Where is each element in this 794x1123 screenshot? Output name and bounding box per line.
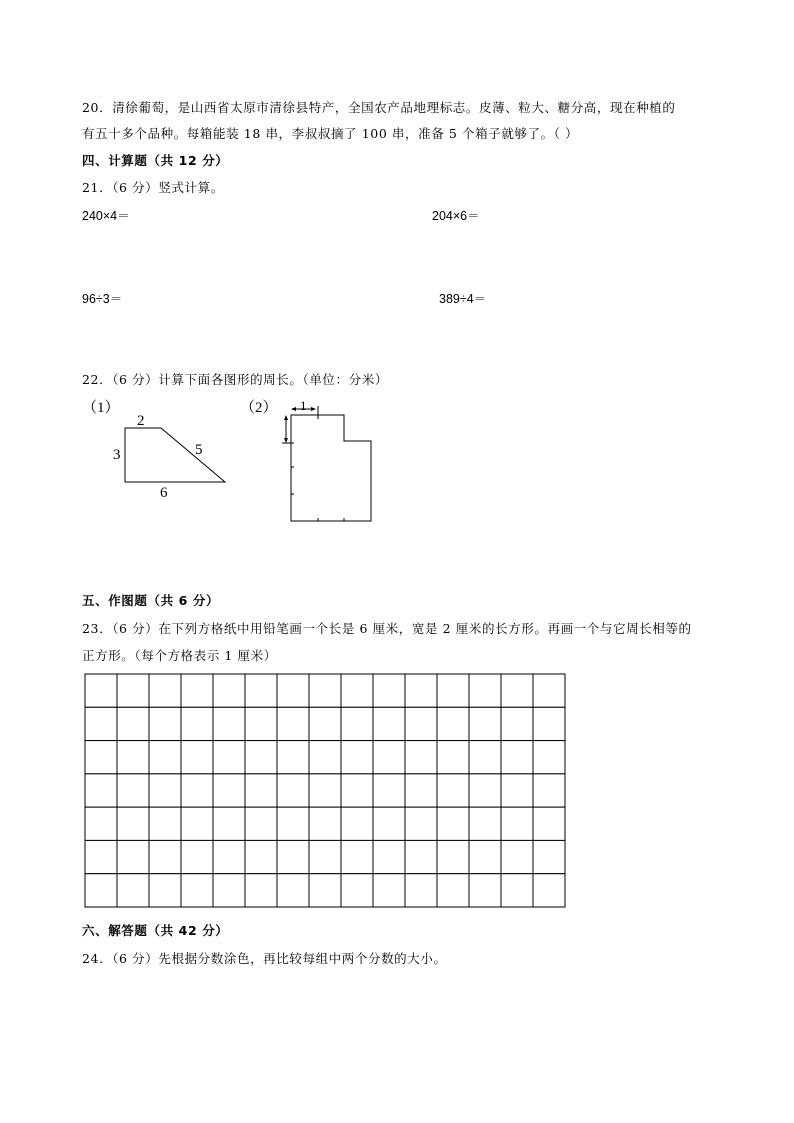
grid-cell[interactable]	[501, 774, 533, 807]
calc-item-4: 389÷4＝	[439, 292, 487, 306]
grid-cell[interactable]	[501, 707, 533, 740]
grid-cell[interactable]	[245, 741, 277, 774]
q24-prompt: 24．（6 分）先根据分数涂色，再比较每组中两个分数的大小。	[82, 951, 447, 966]
grid-cell[interactable]	[501, 807, 533, 840]
grid-cell[interactable]	[469, 874, 501, 907]
grid-cell[interactable]	[469, 807, 501, 840]
grid-cell[interactable]	[213, 840, 245, 873]
q20-line-2: 有五十多个品种。每箱能装 18 串，李叔叔摘了 100 串，准备 5 个箱子就够了。（ ）	[82, 126, 579, 141]
grid-cell[interactable]	[277, 741, 309, 774]
grid-cell[interactable]	[501, 741, 533, 774]
grid-cell[interactable]	[245, 707, 277, 740]
fig1-top-length: 2	[137, 413, 145, 429]
grid-cell[interactable]	[181, 674, 213, 707]
grid-cell[interactable]	[437, 774, 469, 807]
grid-cell[interactable]	[501, 874, 533, 907]
grid-cell[interactable]	[341, 774, 373, 807]
grid-cell[interactable]	[341, 707, 373, 740]
grid-cell[interactable]	[373, 674, 405, 707]
grid-cell[interactable]	[309, 807, 341, 840]
section-4-title: 四、计算题（共 12 分）	[82, 153, 229, 168]
section-5-title: 五、作图题（共 6 分）	[82, 593, 220, 608]
arrow-up-icon	[284, 415, 288, 420]
grid-cell[interactable]	[533, 674, 565, 707]
grid-cell[interactable]	[533, 874, 565, 907]
grid-cell[interactable]	[213, 741, 245, 774]
grid-cell[interactable]	[309, 774, 341, 807]
grid-cell[interactable]	[437, 874, 469, 907]
grid-cell[interactable]	[245, 774, 277, 807]
grid-cell[interactable]	[341, 674, 373, 707]
grid-cell[interactable]	[181, 874, 213, 907]
calc-item-3: 96÷3＝	[82, 292, 123, 306]
trapezoid-shape	[125, 428, 225, 482]
grid-cell[interactable]	[149, 840, 181, 873]
grid-cell[interactable]	[245, 874, 277, 907]
grid-cell[interactable]	[181, 741, 213, 774]
grid-cell[interactable]	[117, 840, 149, 873]
grid-cell[interactable]	[181, 807, 213, 840]
grid-cell[interactable]	[181, 707, 213, 740]
grid-cell[interactable]	[533, 807, 565, 840]
grid-cell[interactable]	[181, 774, 213, 807]
q21-prompt: 21．（6 分）竖式计算。	[82, 180, 224, 195]
grid-cell[interactable]	[213, 674, 245, 707]
perimeter-figures	[82, 397, 382, 527]
fig2-dimension-label: 1	[300, 398, 307, 413]
grid-cell[interactable]	[85, 840, 117, 873]
grid-cell[interactable]	[309, 674, 341, 707]
q22-prompt: 22．（6 分）计算下面各图形的周长。（单位：分米）	[82, 372, 388, 387]
grid-cell[interactable]	[533, 741, 565, 774]
fig1-label: （1）	[82, 400, 120, 416]
grid-cell[interactable]	[341, 874, 373, 907]
q23-line-1: 23．（6 分）在下列方格纸中用铅笔画一个长是 6 厘米，宽是 2 厘米的长方形。再画一个与它周长相等的	[82, 621, 692, 636]
grid-cell[interactable]	[533, 840, 565, 873]
square-grid[interactable]	[84, 673, 568, 913]
grid-cell[interactable]	[213, 874, 245, 907]
grid-cell[interactable]	[117, 807, 149, 840]
fig1-slant-length: 5	[195, 442, 203, 458]
grid-cell[interactable]	[341, 840, 373, 873]
grid-cell[interactable]	[437, 807, 469, 840]
grid-cell[interactable]	[149, 741, 181, 774]
grid-cell[interactable]	[117, 774, 149, 807]
grid-cell[interactable]	[405, 674, 437, 707]
grid-cell[interactable]	[117, 707, 149, 740]
grid-cell[interactable]	[373, 840, 405, 873]
q23-line-2: 正方形。（每个方格表示 1 厘米）	[82, 648, 277, 663]
grid-cell[interactable]	[501, 840, 533, 873]
fig1-left-length: 3	[113, 447, 121, 463]
q20-line-1: 20．清徐葡萄，是山西省太原市清徐县特产，全国农产品地理标志。皮薄、粒大、糖分高，现在种植的	[82, 100, 676, 115]
grid-cell[interactable]	[437, 741, 469, 774]
grid-cell[interactable]	[405, 741, 437, 774]
calc-item-1: 240×4＝	[82, 209, 130, 223]
grid-cell[interactable]	[533, 707, 565, 740]
grid-cell[interactable]	[341, 807, 373, 840]
grid-cell[interactable]	[213, 707, 245, 740]
grid-cell[interactable]	[437, 840, 469, 873]
grid-cell[interactable]	[117, 674, 149, 707]
fig1-bottom-length: 6	[160, 485, 168, 501]
arrow-down-icon	[284, 438, 288, 443]
grid-cell[interactable]	[117, 874, 149, 907]
grid-cell[interactable]	[85, 707, 117, 740]
grid-cell[interactable]	[245, 807, 277, 840]
grid-cell[interactable]	[149, 674, 181, 707]
grid-cell[interactable]	[277, 840, 309, 873]
grid-cell[interactable]	[245, 840, 277, 873]
grid-cell[interactable]	[149, 874, 181, 907]
section-6-title: 六、解答题（共 42 分）	[82, 923, 229, 938]
grid-cell[interactable]	[117, 741, 149, 774]
grid-cell[interactable]	[213, 774, 245, 807]
grid-cell[interactable]	[373, 774, 405, 807]
grid-cell[interactable]	[309, 707, 341, 740]
grid-cell[interactable]	[85, 741, 117, 774]
grid-cell[interactable]	[277, 707, 309, 740]
grid-cell[interactable]	[533, 774, 565, 807]
grid-cell[interactable]	[149, 807, 181, 840]
calc-item-2: 204×6＝	[432, 209, 480, 223]
grid-cell[interactable]	[405, 807, 437, 840]
grid-cell[interactable]	[437, 674, 469, 707]
grid-cell[interactable]	[405, 840, 437, 873]
grid-cell[interactable]	[341, 741, 373, 774]
grid-cell[interactable]	[405, 874, 437, 907]
notched-shape	[291, 415, 371, 521]
grid-cell[interactable]	[469, 707, 501, 740]
grid-cell[interactable]	[373, 707, 405, 740]
grid-cell[interactable]	[181, 840, 213, 873]
grid-paper[interactable]	[84, 673, 568, 909]
grid-cell[interactable]	[277, 674, 309, 707]
grid-cell[interactable]	[85, 674, 117, 707]
grid-cell[interactable]	[277, 774, 309, 807]
grid-cell[interactable]	[277, 874, 309, 907]
grid-cell[interactable]	[373, 807, 405, 840]
arrow-right-icon	[311, 407, 316, 411]
grid-cell[interactable]	[85, 874, 117, 907]
grid-cell[interactable]	[469, 741, 501, 774]
grid-cell[interactable]	[85, 807, 117, 840]
fig2-label: （2）	[240, 400, 278, 416]
grid-cell[interactable]	[437, 707, 469, 740]
grid-cell[interactable]	[309, 840, 341, 873]
grid-cell[interactable]	[469, 840, 501, 873]
grid-cell[interactable]	[213, 807, 245, 840]
grid-cell[interactable]	[309, 874, 341, 907]
q22-figures	[82, 397, 382, 527]
grid-cell[interactable]	[405, 707, 437, 740]
grid-cell[interactable]	[277, 807, 309, 840]
grid-cell[interactable]	[85, 774, 117, 807]
grid-cell[interactable]	[245, 674, 277, 707]
grid-cell[interactable]	[469, 774, 501, 807]
grid-cell[interactable]	[373, 741, 405, 774]
grid-cell[interactable]	[501, 674, 533, 707]
grid-cell[interactable]	[405, 774, 437, 807]
grid-cell[interactable]	[373, 874, 405, 907]
arrow-left-icon	[291, 407, 296, 411]
grid-cell[interactable]	[469, 674, 501, 707]
grid-cell[interactable]	[149, 774, 181, 807]
grid-cell[interactable]	[309, 741, 341, 774]
grid-cell[interactable]	[149, 707, 181, 740]
